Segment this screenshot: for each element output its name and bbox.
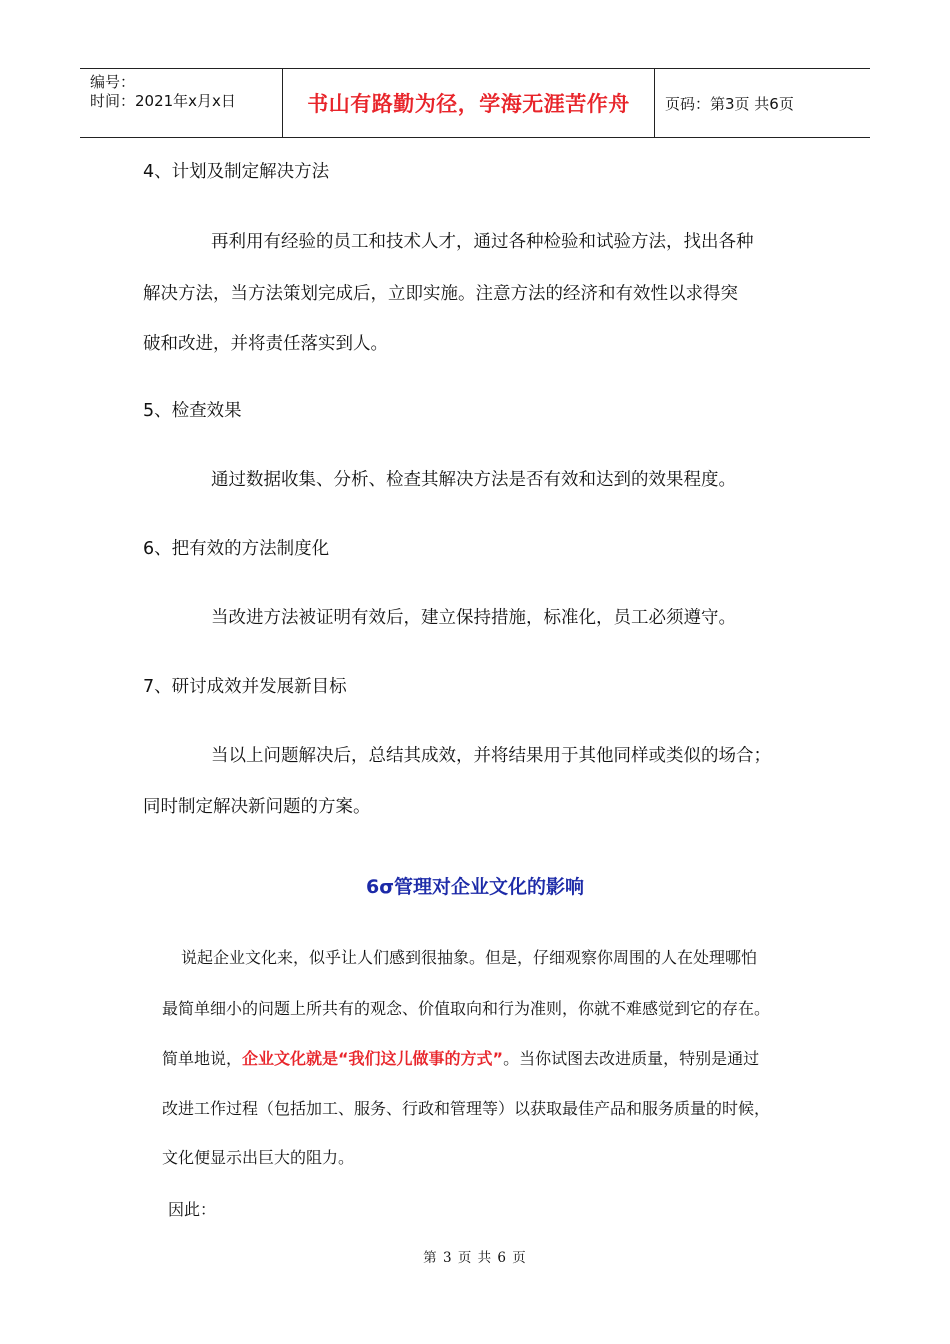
paragraph-line: 最简单细小的问题上所共有的观念、价值取向和行为准则，你就不难感觉到它的存在。	[162, 999, 771, 1018]
page-header	[80, 68, 870, 138]
line-text: 。当你试图去改进质量，特别是通过	[503, 1049, 760, 1068]
emphasis-text: 企业文化就是“我们这儿做事的方式”	[242, 1049, 504, 1068]
step-heading: 4、计划及制定解决方法	[143, 162, 330, 182]
header-motto: 书山有路勤为径，学海无涯苦作舟	[282, 69, 655, 137]
line-text: 简单地说，	[162, 1049, 243, 1068]
header-page-info: 页码：第3页 共6页	[665, 94, 794, 113]
paragraph-line	[162, 1047, 759, 1071]
paragraph-line: 再利用有经验的员工和技术人才，通过各种检验和试验方法，找出各种	[211, 232, 754, 252]
number-label: 编号：	[90, 73, 136, 91]
step-heading: 7、研讨成效并发展新目标	[143, 677, 347, 697]
paragraph-line: 改进工作过程（包括加工、服务、行政和管理等）以获取最佳产品和服务质量的时候，	[162, 1099, 771, 1118]
header-meta	[80, 69, 282, 137]
section-title: 6σ管理对企业文化的影响	[365, 876, 585, 898]
paragraph-line: 同时制定解决新问题的方案。	[143, 797, 371, 817]
therefore-label: 因此：	[168, 1200, 217, 1219]
step-heading: 5、检查效果	[143, 401, 242, 421]
paragraph-line: 破和改进，并将责任落实到人。	[143, 334, 388, 354]
paragraph-line: 说起企业文化来，似乎让人们感到很抽象。但是，仔细观察你周围的人在处理哪怕	[181, 948, 758, 967]
step-heading: 6、把有效的方法制度化	[143, 539, 330, 559]
paragraph-line: 解决方法，当方法策划完成后，立即实施。注意方法的经济和有效性以求得突	[143, 284, 738, 304]
paragraph-line: 通过数据收集、分析、检查其解决方法是否有效和达到的效果程度。	[211, 470, 736, 490]
paragraph-line: 文化便显示出巨大的阻力。	[162, 1148, 355, 1167]
time-label: 时间：2021年x月x日	[90, 92, 236, 110]
paragraph-line: 当改进方法被证明有效后，建立保持措施，标准化，员工必须遵守。	[211, 608, 736, 628]
page-footer: 第 3 页 共 6 页	[423, 1250, 527, 1266]
paragraph-line: 当以上问题解决后，总结其成效，并将结果用于其他同样或类似的场合；	[211, 746, 771, 766]
